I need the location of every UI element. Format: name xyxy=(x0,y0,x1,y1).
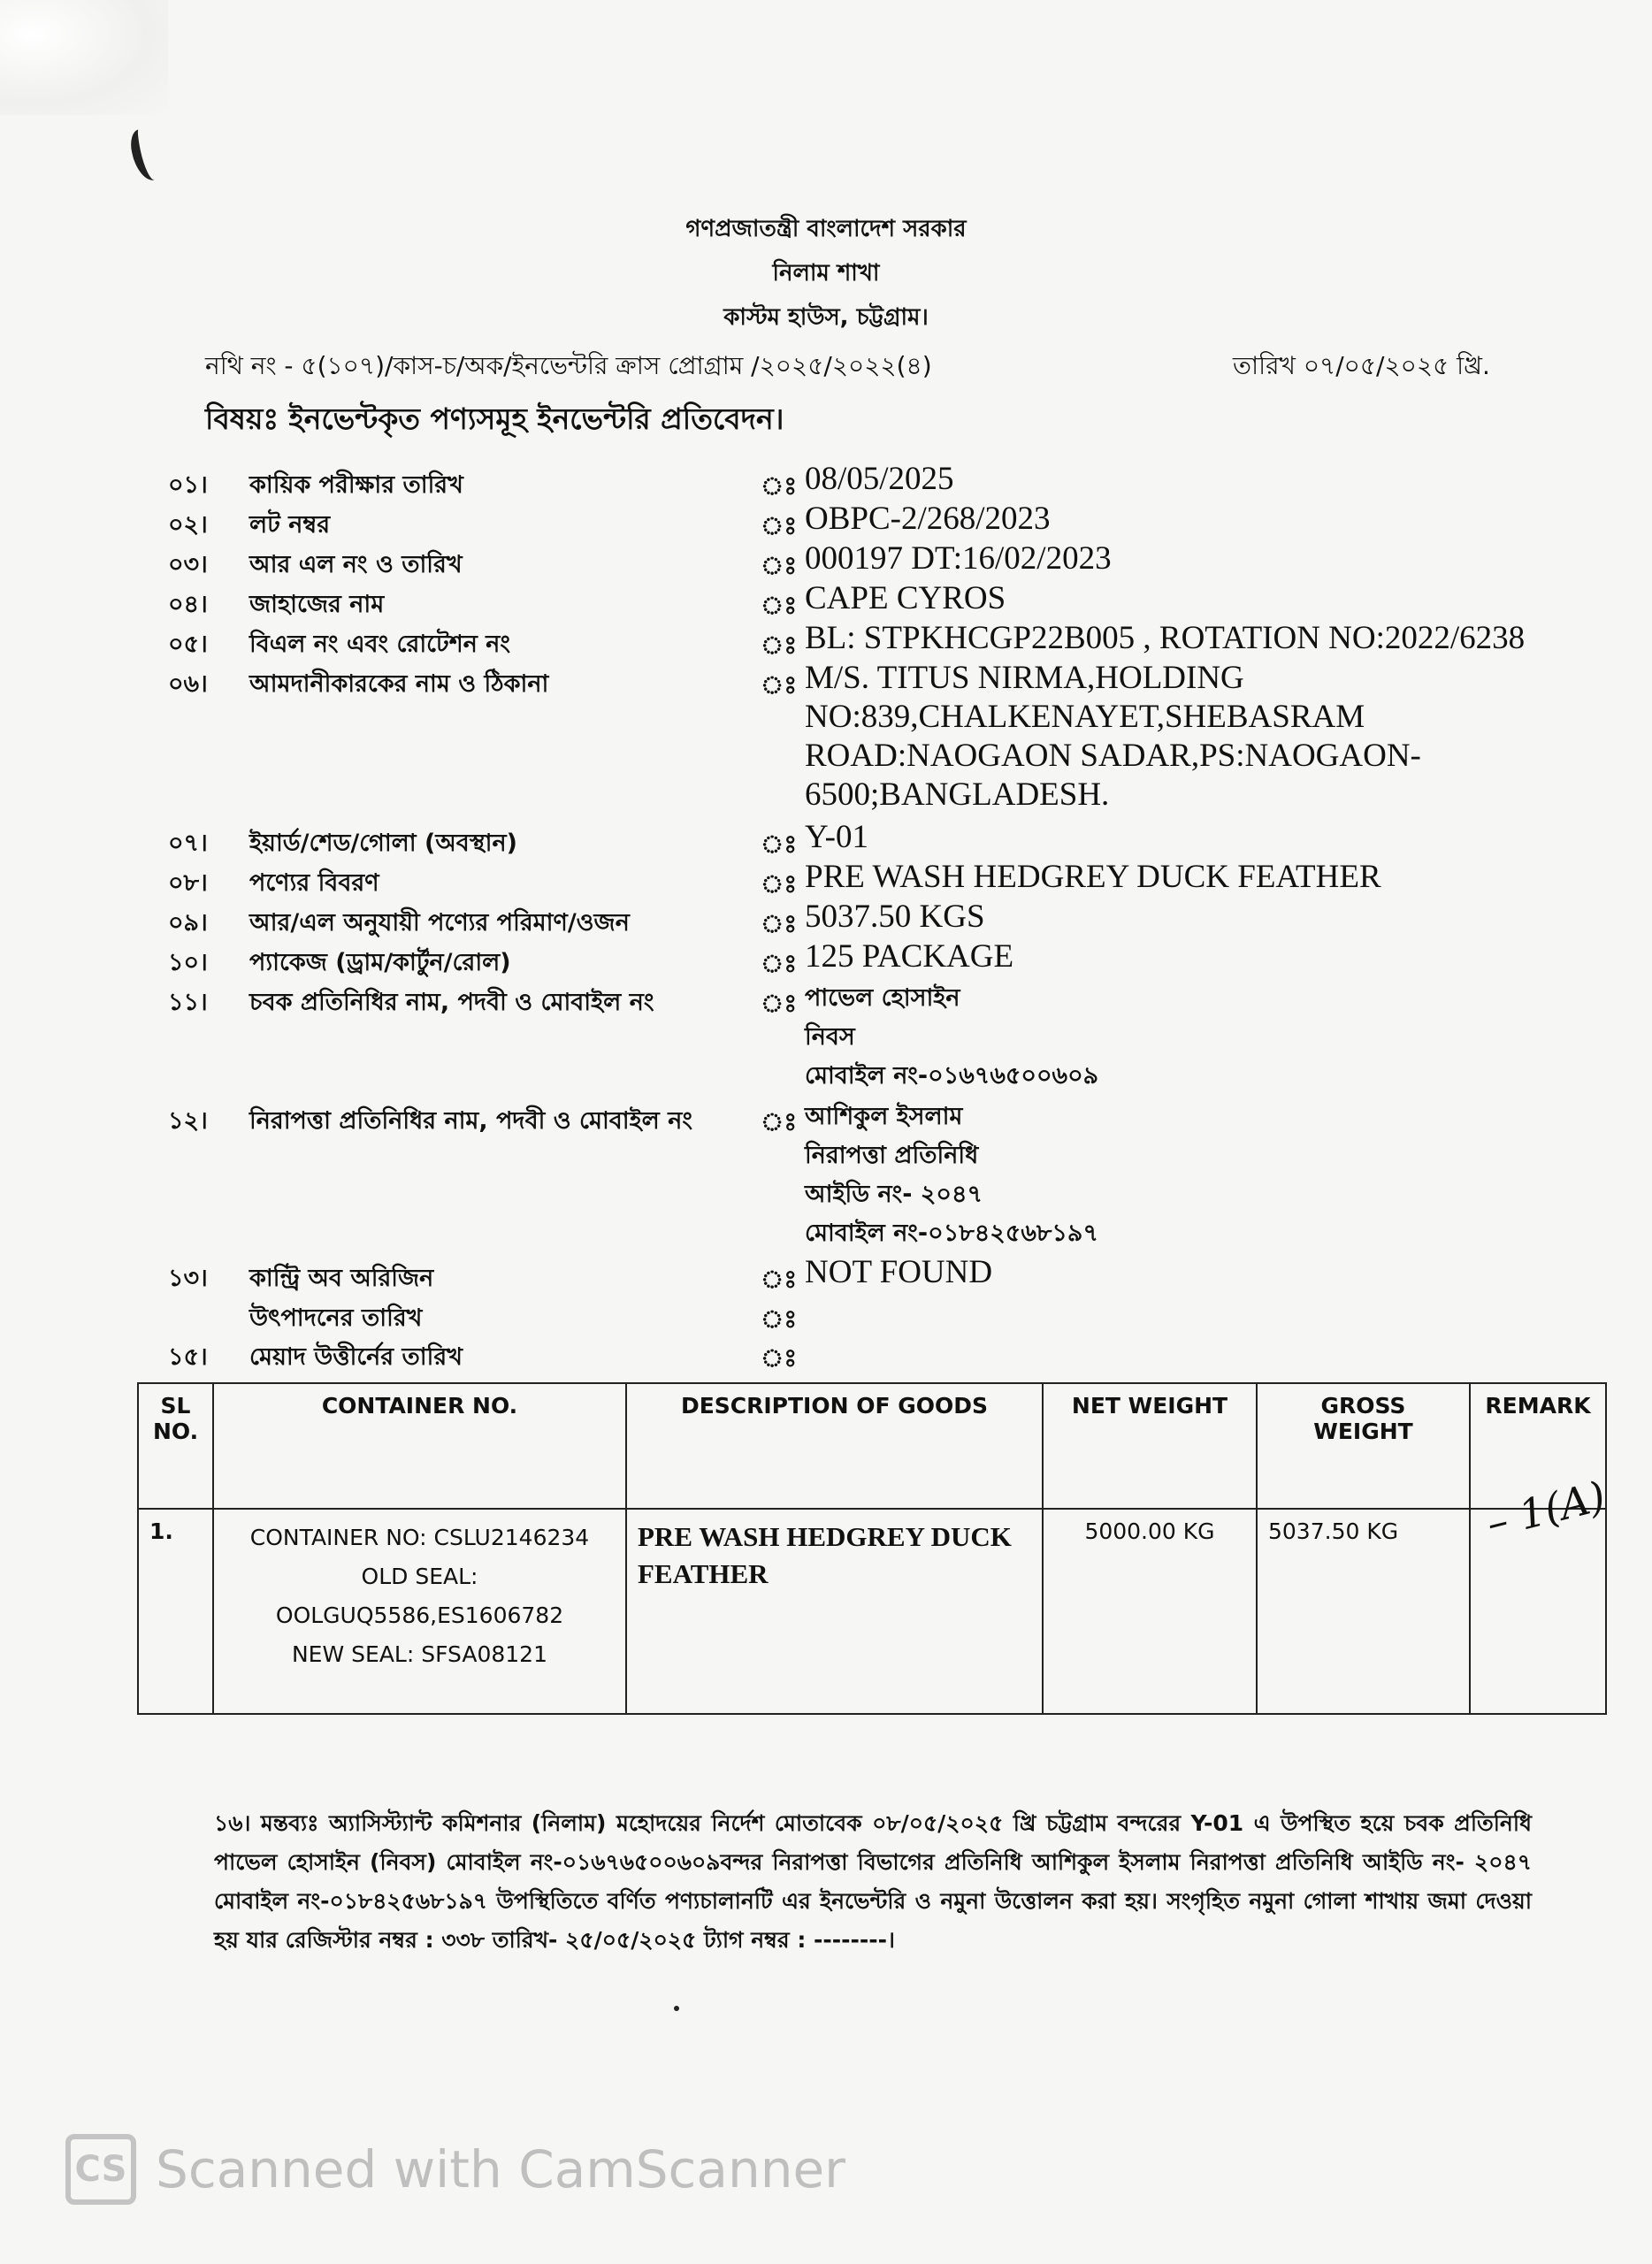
header-office: কাস্টম হাউস, চট্টগ্রাম। xyxy=(723,304,929,331)
field-colon: ঃ xyxy=(761,1265,798,1294)
field-value: আশিকুল ইসলাম নিরাপত্তা প্রতিনিধি আইডি নং- ২০৪৭ মোবাইল নং-০১৮৪২৫৬৮১৯৭ xyxy=(805,1103,1099,1247)
field-value: BL: STPKHCGP22B005 , ROTATION NO:2022/6238 xyxy=(805,620,1526,656)
serial-cell: 1. xyxy=(138,1509,213,1714)
field-number: ১১। xyxy=(168,989,208,1016)
remark-cell xyxy=(1470,1509,1606,1714)
field-number: ০১। xyxy=(168,471,208,499)
handwritten-remark: – 1(A) xyxy=(1481,1472,1610,1548)
table-header-row xyxy=(138,1383,1606,1509)
description-cell: PRE WASH HEDGREY DUCK FEATHER xyxy=(626,1509,1043,1714)
field-number: ০৬। xyxy=(168,670,208,698)
field-value: 08/05/2025 xyxy=(805,461,954,497)
field-number: ০৩। xyxy=(168,551,208,578)
field-colon: ঃ xyxy=(761,1107,798,1136)
file-number: নথি নং - ৫(১০৭)/কাস-চ/অক/ইনভেন্টরি ক্রাস প্রোগ্রাম /২০২৫/২০২২(৪) xyxy=(205,351,932,380)
container-cell: CONTAINER NO: CSLU2146234 OLD SEAL: OOLGUQ5586,ES1606782 NEW SEAL: SFSA08121 xyxy=(213,1509,626,1714)
field-label: বিএল নং এবং রোটেশন নং xyxy=(249,631,510,658)
field-number: ০৭। xyxy=(168,830,208,857)
column-header: DESCRIPTION OF GOODS xyxy=(626,1383,1043,1509)
field-number: ১০। xyxy=(168,949,208,976)
field-value: NOT FOUND xyxy=(805,1254,993,1290)
field-colon: ঃ xyxy=(761,989,798,1018)
net-weight-cell: 5000.00 KG xyxy=(1043,1509,1257,1714)
field-colon: ঃ xyxy=(761,1343,798,1373)
field-label: জাহাজের নাম xyxy=(249,591,385,618)
scan-smudge xyxy=(0,0,168,115)
field-number: ১৩। xyxy=(168,1265,208,1292)
field-label: আমদানীকারকের নাম ও ঠিকানা xyxy=(249,670,549,698)
goods-table xyxy=(137,1382,1607,1715)
column-header: GROSS WEIGHT xyxy=(1257,1383,1470,1509)
camscanner-logo-icon: CS xyxy=(65,2134,136,2205)
field-colon: ঃ xyxy=(761,869,798,899)
field-value: CAPE CYROS xyxy=(805,580,1006,616)
field-label: লট নম্বর xyxy=(249,511,331,539)
field-label: চবক প্রতিনিধির নাম, পদবী ও মোবাইল নং xyxy=(249,989,654,1016)
field-label: প্যাকেজ (ড্রাম/কার্টুন/রোল) xyxy=(249,949,511,976)
column-header: SL NO. xyxy=(138,1383,213,1509)
field-value: PRE WASH HEDGREY DUCK FEATHER xyxy=(805,859,1381,895)
field-value: 5037.50 KGS xyxy=(805,899,985,935)
field-label: পণ্যের বিবরণ xyxy=(249,869,379,897)
field-colon: ঃ xyxy=(761,949,798,978)
field-colon: ঃ xyxy=(761,551,798,580)
field-label: কান্ট্রি অব অরিজিন xyxy=(249,1265,434,1292)
subject-line: বিষয়ঃ ইনভেন্টকৃত পণ্যসমূহ ইনভেন্টরি প্রতিবেদন। xyxy=(205,402,784,436)
remarks-paragraph: ১৬। মন্তব্যঃ অ্যাসিস্ট্যান্ট কমিশনার (নিলাম) মহোদয়ের নির্দেশ মোতাবেক ০৮/০৫/২০২৫ খ্রি চট্টগ্রাম বন্দরের Y-01 এ উপস্থিত হয়ে চবক প্রতিনিধি পাভেল হোসাইন (নিবস) মোবাইল নং-০১৬৭৬৫০০৬০৯বন্দর নিরাপত্তা বিভাগের প্রতিনিধি আশিকুল ইসলাম নিরাপত্তা প্রতিনিধি আইডি নং- ২০৪৭ মোবাইল নং-০১৮৪২৫৬৮১৯৭ উপস্থিতিতে বর্ণিত পণ্যচালানটি এর ইনভেন্টরি ও নমুনা উত্তোলন করা হয়। সংগৃহিত নমুনা গোলা শাখায় জমা দেওয়া হয় যার রেজিস্টার নম্বর : ৩৩৮ তারিখ- ২৫/০৫/২০২৫ ট্যাগ নম্বর : --------। xyxy=(214,1810,1532,1953)
field-label: কায়িক পরীক্ষার তারিখ xyxy=(249,471,463,499)
field-value: Y-01 xyxy=(805,819,868,855)
punch-hole-mark xyxy=(127,126,166,183)
watermark-text: Scanned with CamScanner xyxy=(156,2139,846,2199)
field-number: ০৫। xyxy=(168,631,208,658)
field-colon: ঃ xyxy=(761,511,798,540)
column-header: CONTAINER NO. xyxy=(213,1383,626,1509)
gross-weight-cell: 5037.50 KG xyxy=(1257,1509,1470,1714)
camscanner-watermark xyxy=(65,2130,845,2209)
field-colon: ঃ xyxy=(761,1304,798,1334)
field-number: ০৯। xyxy=(168,909,208,937)
column-header: NET WEIGHT xyxy=(1043,1383,1257,1509)
field-label: উৎপাদনের তারিখ xyxy=(249,1304,423,1332)
field-colon: ঃ xyxy=(761,909,798,938)
field-colon: ঃ xyxy=(761,631,798,660)
table-row xyxy=(138,1509,1606,1714)
field-value: পাভেল হোসাইন নিবস মোবাইল নং-০১৬৭৬৫০০৬০৯ xyxy=(805,984,1099,1090)
field-label: ইয়ার্ড/শেড/গোলা (অবস্থান) xyxy=(249,830,517,857)
field-number: ১৫। xyxy=(168,1343,208,1371)
column-header: REMARK xyxy=(1470,1383,1606,1509)
header-section: নিলাম শাখা xyxy=(772,260,880,287)
field-value: 000197 DT:16/02/2023 xyxy=(805,540,1112,577)
field-number: ১২। xyxy=(168,1107,208,1135)
field-colon: ঃ xyxy=(761,830,798,859)
stray-dot xyxy=(674,2006,679,2011)
field-colon: ঃ xyxy=(761,591,798,620)
header-government: গণপ্রজাতন্ত্রী বাংলাদেশ সরকার xyxy=(685,216,967,242)
field-value: 125 PACKAGE xyxy=(805,938,1014,975)
field-label: নিরাপত্তা প্রতিনিধির নাম, পদবী ও মোবাইল নং xyxy=(249,1107,692,1135)
field-value: M/S. TITUS NIRMA,HOLDING NO:839,CHALKENAYET,SHEBASRAM ROAD:NAOGAON SADAR,PS:NAOGAON- 6500;BANGLADESH. xyxy=(805,660,1421,813)
field-colon: ঃ xyxy=(761,471,798,501)
field-number: ০২। xyxy=(168,511,208,539)
field-label: আর/এল অনুযায়ী পণ্যের পরিমাণ/ওজন xyxy=(249,909,630,937)
field-colon: ঃ xyxy=(761,670,798,700)
field-label: আর এল নং ও তারিখ xyxy=(249,551,463,578)
field-value: OBPC-2/268/2023 xyxy=(805,501,1051,537)
field-number: ০৪। xyxy=(168,591,208,618)
field-number: ০৮। xyxy=(168,869,208,897)
document-date: তারিখ ০৭/০৫/২০২৫ খ্রি. xyxy=(1233,351,1490,380)
field-label: মেয়াদ উত্তীর্নের তারিখ xyxy=(249,1343,463,1371)
